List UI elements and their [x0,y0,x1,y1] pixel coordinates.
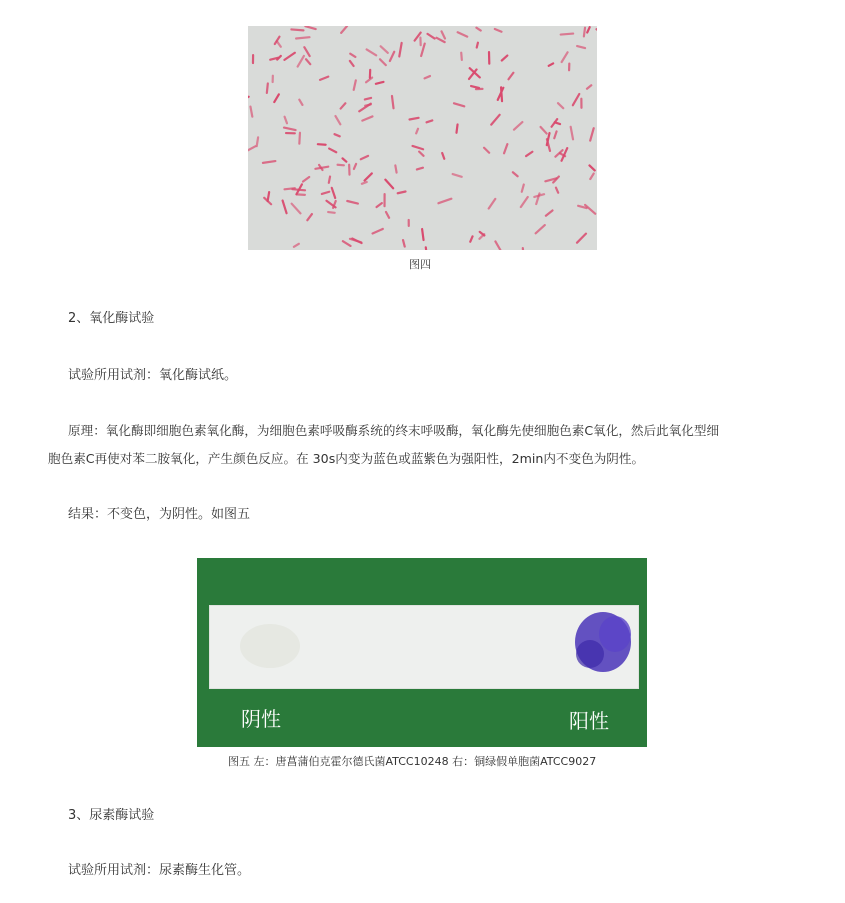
bacterium-rod [291,29,303,30]
bacterium-rod [376,82,384,84]
bacterium-rod [541,127,547,134]
bacterium-rod [274,94,279,102]
bacterium-rod [361,156,368,159]
bacterium-rod [248,146,255,152]
bacterium-rod [305,26,315,29]
oxidase-test-strip [209,605,639,689]
bacterium-rod [306,59,310,64]
bacterium-rod [513,172,518,176]
bacterium-rod [495,29,502,32]
bacterium-rod [285,117,287,124]
bacterium-rod [335,134,340,136]
section-2-reagent: 试验所用试剂：氧化酶试纸。 [68,368,238,383]
bacterium-rod [476,28,480,31]
bacterium-rod [365,173,372,180]
bacterium-rod [277,56,281,60]
bacterium-rod [390,52,394,61]
section-3-heading: 3、尿素酶试验 [68,808,155,823]
bacterium-rod [422,229,423,240]
figure-4-micrograph [248,26,597,250]
bacterium-rod [354,80,356,89]
bacterium-rod [584,28,585,37]
bacterium-rod [347,201,358,204]
bacterium-rod [410,118,419,120]
section-2-result: 结果：不变色，为阴性。如图五 [68,507,251,522]
bacterium-rod [442,31,445,38]
bacterium-rod [514,122,522,130]
bacterium-rod [380,59,386,65]
bacterium-rod [257,137,258,146]
bacterium-rod [248,97,249,101]
bacterium-rod [555,122,560,124]
bacterium-rod [456,124,457,132]
bacterium-rod [328,212,334,213]
bacterium-rod [285,188,295,189]
bacterium-rod [484,148,489,153]
bacterium-rod [350,61,354,66]
section-2-heading: 2、氧化酶试验 [68,311,155,326]
bacterium-rod [442,153,444,159]
bacterium-rod [417,168,423,170]
bacterium-rod [577,234,586,243]
bacterium-rod [343,158,347,161]
positive-blue-spot-image [210,606,638,688]
bacterium-rod [546,210,553,215]
bacterium-rod [477,43,478,48]
bacterium-rod [341,26,347,33]
bacterium-rod [426,247,427,250]
bacterium-rod [501,87,502,101]
bacterium-rod [521,197,528,207]
bacterium-rod [425,76,430,78]
bacterium-rod [365,98,371,100]
positive-label: 阳性 [569,709,609,733]
bacterium-rod [419,152,423,156]
bacterium-rod [284,128,296,130]
bacterium-rod [523,248,524,250]
bacterium-rod [536,225,545,233]
bacterium-rod [587,85,591,88]
bacterium-rod [458,32,468,36]
bacterium-rod [319,165,322,170]
section-3-reagent: 试验所用试剂：尿素酶生化管。 [68,863,251,878]
section-2-principle-line-2: 胞色素C再使对苯二胺氧化，产生颜色反应。在 30s内变为蓝色或蓝紫色为强阳性，2min内不变色为阴性。 [48,451,645,466]
bacterium-rod [392,96,394,108]
bacterium-rod [561,34,573,35]
bacterium-rod [587,27,589,32]
bacterium-rod [491,115,499,125]
bacterium-rod [377,203,382,207]
bacterium-rod [398,192,406,194]
bacterium-rod [437,38,445,42]
bacterium-rod [263,161,275,163]
bacterium-rod [329,177,330,183]
bacterium-rod [590,174,593,179]
bacterium-rod [573,94,579,105]
bacterium-rod [399,43,401,57]
bacterium-rod [386,212,389,218]
bacterium-rod [438,199,451,204]
bacterium-rod [502,56,508,61]
bacterium-rod [341,103,346,108]
bacterium-rod [495,241,500,250]
bacterium-rod [292,189,305,190]
bacterium-rod [471,86,479,88]
bacterium-rod [427,120,433,122]
section-2-principle-line-1: 原理：氧化酶即细胞色素氧化酶，为细胞色素呼吸酶系统的终末呼吸酶，氧化酶先使细胞色素C氧化，然后此氧化型细 [68,423,720,438]
bacterium-rod [303,177,309,182]
bacterium-rod [403,240,405,246]
bacterium-rod [536,193,539,204]
bacterium-rod [304,47,309,56]
bacterium-rod [571,127,573,140]
bacterium-rod [526,152,532,156]
bacterium-rod [320,77,328,80]
bacterium-rod [562,52,568,62]
bacterium-rod [283,201,287,214]
bacterium-rod [590,128,593,140]
negative-label: 阴性 [241,707,281,731]
bacterium-rod [343,241,351,246]
bacterium-rod [589,165,594,170]
bacterium-rod [318,144,326,145]
bacterium-rod [354,164,356,169]
bacterium-rod [292,204,301,214]
bacterium-rod [373,229,383,234]
bacterium-rod [277,41,281,46]
bacterium-rod [461,53,462,60]
bacterium-rod [350,54,355,57]
bacterium-rod [470,236,472,241]
bacterium-rod [250,107,252,117]
figure-5-oxidase-strip-photo [197,558,647,747]
bacterium-rod [556,188,558,193]
bacteria-micrograph-image [248,26,597,250]
bacterium-rod [554,131,556,138]
bacterium-rod [335,116,340,124]
bacterium-rod [267,84,268,93]
bacterium-rod [577,46,585,48]
bacterium-rod [338,165,344,166]
bacterium-rod [509,73,514,80]
bacterium-rod [489,199,496,209]
bacterium-rod [504,144,507,153]
bacterium-rod [385,180,393,189]
bacterium-rod [416,129,418,134]
bacterium-rod [413,146,424,149]
bacterium-rod [362,182,367,184]
figure-4-caption: 图四 [409,258,431,271]
bacterium-rod [522,185,524,192]
bacterium-rod [299,100,302,105]
bacterium-rod [322,192,329,194]
bacterium-rod [558,103,563,108]
bacterium-rod [549,63,553,65]
bacterium-rod [367,49,377,55]
bacterium-rod [428,34,435,39]
bacterium-rod [585,205,595,214]
bacterium-rod [298,56,304,67]
bacterium-rod [329,149,336,153]
bacterium-rod [381,46,388,53]
bacterium-rod [296,37,309,38]
bacterium-rod [453,174,462,177]
figure-5-caption: 图五 左：唐菖蒲伯克霍尔德氏菌ATCC10248 右：铜绿假单胞菌ATCC9027 [228,755,597,768]
bacterium-rod [454,103,464,106]
bacterium-rod [299,133,300,144]
bacterium-rod [294,244,299,247]
bacterium-rod [362,116,372,120]
bacterium-rod [332,188,335,198]
bacterium-rod [395,165,396,172]
bacterium-rod [284,53,294,60]
bacterium-rod [307,214,312,220]
